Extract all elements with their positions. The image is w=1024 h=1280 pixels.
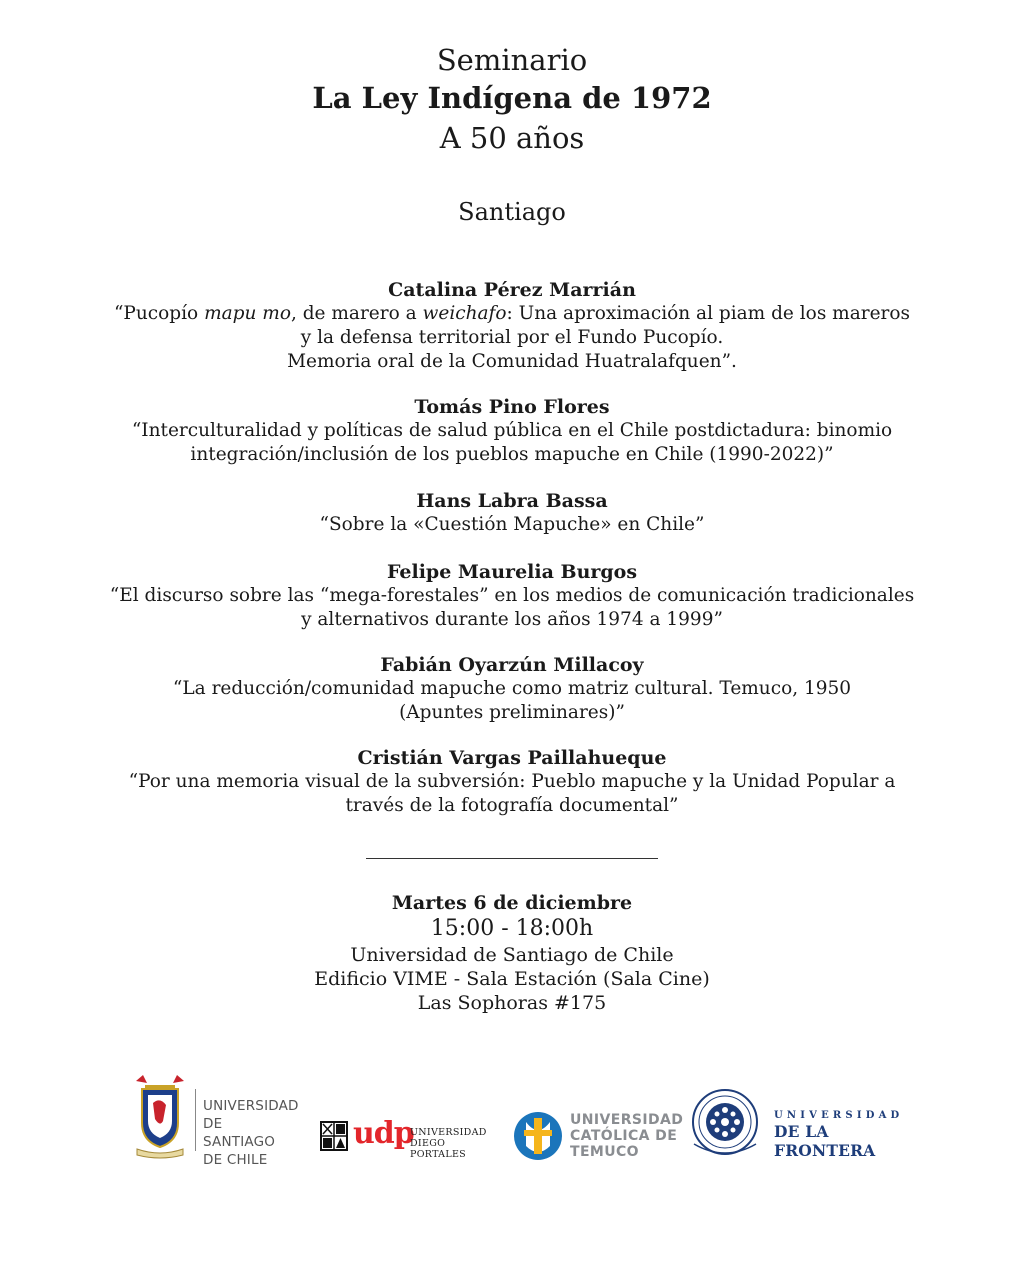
- udp-name: UNIVERSIDAD DIEGO PORTALES: [410, 1127, 487, 1160]
- event-room: Edificio VIME - Sala Estación (Sala Cine): [314, 968, 710, 990]
- talk-title-line: través de la fotografía documental”: [345, 795, 679, 816]
- uct-logo: [512, 1106, 682, 1166]
- uct-name: UNIVERSIDAD CATÓLICA DE TEMUCO: [570, 1112, 684, 1160]
- speaker-name: Tomás Pino Flores: [414, 396, 610, 418]
- ufro-name-top: UNIVERSIDAD: [774, 1110, 904, 1121]
- ufro-name-bottom: DE LA FRONTERA: [774, 1122, 876, 1160]
- uct-emblem-icon: [512, 1108, 564, 1164]
- speaker-name: Catalina Pérez Marrián: [388, 279, 636, 301]
- seminar-title: La Ley Indígena de 1972: [312, 81, 712, 115]
- talk-title-line: “El discurso sobre las “mega-forestales” en los medios de comunicación tradicionales: [109, 585, 915, 606]
- city-label: Santiago: [458, 198, 566, 226]
- event-venue: Universidad de Santiago de Chile: [350, 944, 674, 966]
- talk-title-line: “Pucopío mapu mo, de marero a weichafo: Una aproximación al piam de los mareros: [113, 303, 911, 324]
- ufro-seal-icon: [688, 1088, 762, 1160]
- talk-entry: [0, 489, 1024, 537]
- talk-entry: [0, 395, 1024, 467]
- talk-title-line: integración/inclusión de los pueblos mapuche en Chile (1990-2022)”: [190, 444, 834, 465]
- talk-title-line: y la defensa territorial por el Fundo Pucopío.: [300, 327, 724, 348]
- usach-name: UNIVERSIDAD DE SANTIAGO DE CHILE: [203, 1098, 299, 1168]
- talk-title-line: “La reducción/comunidad mapuche como matriz cultural. Temuco, 1950: [172, 678, 852, 699]
- speaker-name: Cristián Vargas Paillahueque: [357, 747, 667, 769]
- talk-entry: [0, 746, 1024, 818]
- udp-wordmark: udp: [353, 1116, 414, 1151]
- seminar-label: Seminario: [436, 43, 588, 77]
- divider: [366, 858, 658, 859]
- talk-title-line: Memoria oral de la Comunidad Huatralafquen”.: [287, 351, 737, 372]
- talk-title-line: (Apuntes preliminares)”: [399, 702, 625, 723]
- usach-crest-icon: [133, 1075, 187, 1160]
- usach-divider: [195, 1089, 196, 1151]
- talk-entry: [0, 653, 1024, 725]
- talk-title-line: “Sobre la «Cuestión Mapuche» en Chile”: [319, 514, 705, 535]
- event-time: 15:00 - 18:00h: [430, 916, 594, 941]
- talk-entry: [0, 560, 1024, 632]
- talk-title-line: “Por una memoria visual de la subversión: Pueblo mapuche y la Unidad Popular a: [128, 771, 896, 792]
- title-block: [0, 42, 1024, 158]
- udp-logo: [320, 1116, 500, 1160]
- seminar-subtitle: A 50 años: [439, 121, 585, 155]
- usach-logo: [133, 1075, 299, 1168]
- talk-title-line: y alternativos durante los años 1974 a 1999”: [301, 609, 723, 630]
- ufro-logo: [688, 1088, 904, 1160]
- speaker-name: Hans Labra Bassa: [416, 490, 608, 512]
- talk-entry: [0, 278, 1024, 374]
- udp-shield-icon: [320, 1121, 348, 1151]
- event-info: [0, 891, 1024, 1015]
- event-date: Martes 6 de diciembre: [391, 892, 633, 914]
- speaker-name: Fabián Oyarzún Millacoy: [380, 654, 644, 676]
- event-address: Las Sophoras #175: [417, 992, 607, 1014]
- speaker-name: Felipe Maurelia Burgos: [386, 561, 638, 583]
- talk-title-line: “Interculturalidad y políticas de salud pública en el Chile postdictadura: binomio: [131, 420, 893, 441]
